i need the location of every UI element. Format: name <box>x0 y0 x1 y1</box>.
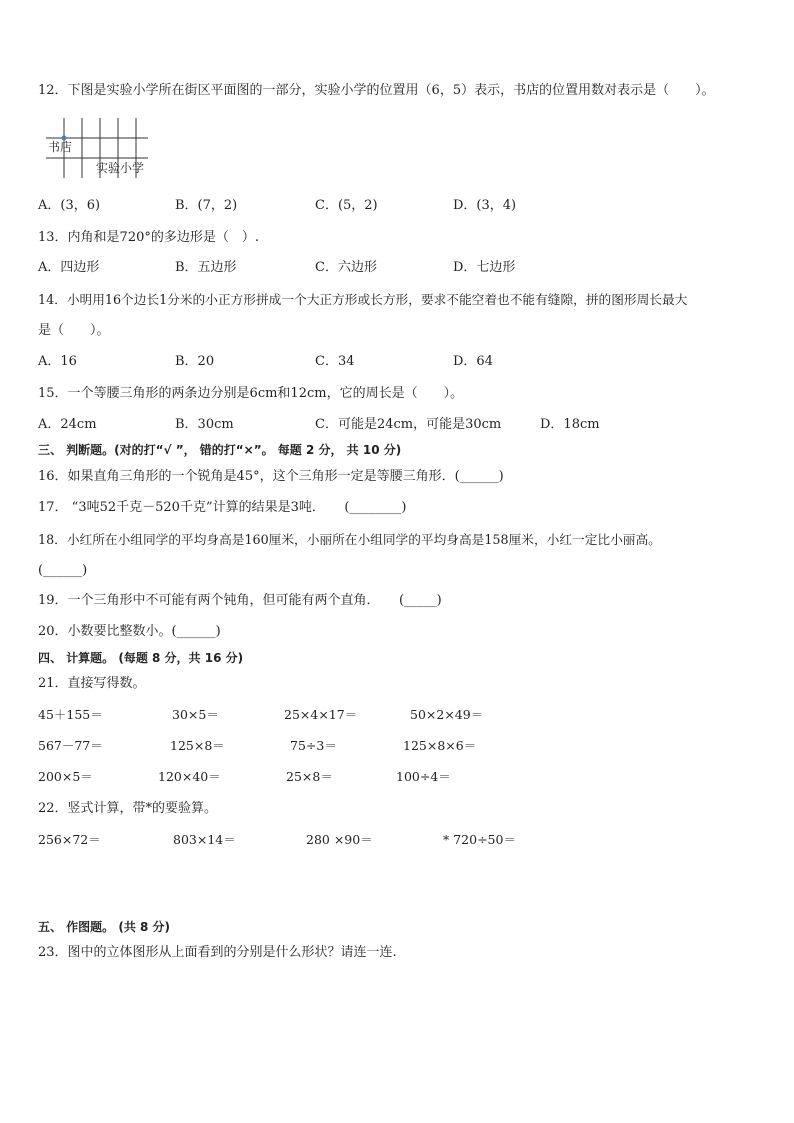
calc-r3-c4: 100÷4＝ <box>396 769 451 784</box>
question-12-text: 12．下图是实验小学所在街区平面图的一部分，实验小学的位置用（6，5）表示，书店的位置用数对表示是（ ）。 <box>38 83 715 98</box>
question-15-text: 15．一个等腰三角形的两条边分别是6cm和12cm，它的周长是（ ）。 <box>38 386 464 401</box>
q12-option-b[interactable]: B．(7，2) <box>175 198 238 213</box>
question-14-text-line2: 是（ ）。 <box>38 323 110 338</box>
vertical-calc-1: 256×72＝ <box>38 832 101 847</box>
question-14-text-line1: 14．小明用16个边长1分米的小正方形拼成一个大正方形或长方形，要求不能空着也不能有缝隙，拼的图形周长最大 <box>38 292 688 307</box>
school-label: 实验小学 <box>96 161 145 175</box>
calc-r1-c3: 25×4×17＝ <box>284 707 358 722</box>
calc-r2-c1: 567－77＝ <box>38 738 103 753</box>
question-19-text: 19．一个三角形中不可能有两个钝角，但可能有两个直角． (_____) <box>38 593 442 608</box>
calc-r2-c3: 75÷3＝ <box>290 738 337 753</box>
q15-option-b[interactable]: B．30cm <box>175 417 234 432</box>
q14-option-c[interactable]: C．34 <box>315 354 355 369</box>
q15-option-a[interactable]: A．24cm <box>38 417 97 432</box>
section-4-title: 四、 计算题。 (每题 8 分，共 16 分) <box>38 651 244 665</box>
section-3-title: 三、 判断题。(对的打“√ ”， 错的打“×”。 每题 2 分， 共 10 分) <box>38 443 402 457</box>
bookstore-label: 书店 <box>48 140 73 154</box>
vertical-calc-4: * 720÷50＝ <box>443 832 516 847</box>
q12-option-a[interactable]: A．(3，6) <box>38 198 101 213</box>
q15-option-d[interactable]: D．18cm <box>540 417 600 432</box>
q14-option-b[interactable]: B．20 <box>175 354 215 369</box>
q12-option-c[interactable]: C．(5，2) <box>315 198 378 213</box>
calc-r3-c3: 25×8＝ <box>286 769 333 784</box>
question-16-text: 16．如果直角三角形的一个锐角是45°，这个三角形一定是等腰三角形．(______) <box>38 469 504 484</box>
question-23-text: 23．图中的立体图形从上面看到的分别是什么形状？请连一连. <box>38 945 397 960</box>
question-18-text-line1: 18．小红所在小组同学的平均身高是160厘米，小丽所在小组同学的平均身高是158厘米，小红一定比小丽高。 <box>38 532 661 547</box>
vertical-calc-2: 803×14＝ <box>173 832 236 847</box>
question-13-text: 13．内角和是720°的多边形是（ ）. <box>38 230 259 245</box>
question-20-text: 20．小数要比整数小。(______) <box>38 624 221 639</box>
question-18-text-line2: (______) <box>38 563 88 578</box>
q13-option-a[interactable]: A．四边形 <box>38 260 100 275</box>
calc-r2-c4: 125×8×6＝ <box>403 738 477 753</box>
calc-r1-c1: 45＋155＝ <box>38 707 103 722</box>
q13-option-c[interactable]: C．六边形 <box>315 260 377 275</box>
vertical-calc-3: 280 ×90＝ <box>306 832 373 847</box>
calc-r1-c2: 30×5＝ <box>172 707 219 722</box>
question-22-text: 22．竖式计算，带*的要验算。 <box>38 801 218 816</box>
q15-option-c[interactable]: C．可能是24cm，可能是30cm <box>315 417 502 432</box>
q13-option-b[interactable]: B．五边形 <box>175 260 237 275</box>
question-21-text: 21．直接写得数。 <box>38 676 146 691</box>
q13-option-d[interactable]: D．七边形 <box>453 260 516 275</box>
calc-r3-c1: 200×5＝ <box>38 769 93 784</box>
calc-r1-c4: 50×2×49＝ <box>410 707 484 722</box>
calc-r3-c2: 120×40＝ <box>158 769 221 784</box>
q14-option-d[interactable]: D．64 <box>453 354 493 369</box>
section-5-title: 五、 作图题。 (共 8 分) <box>38 920 171 934</box>
street-map-grid <box>44 118 174 184</box>
q12-option-d[interactable]: D．(3，4) <box>453 198 517 213</box>
question-17-text: 17． “3吨52千克－520千克”计算的结果是3吨． (________) <box>38 500 407 515</box>
q14-option-a[interactable]: A．16 <box>38 354 77 369</box>
calc-r2-c2: 125×8＝ <box>170 738 225 753</box>
